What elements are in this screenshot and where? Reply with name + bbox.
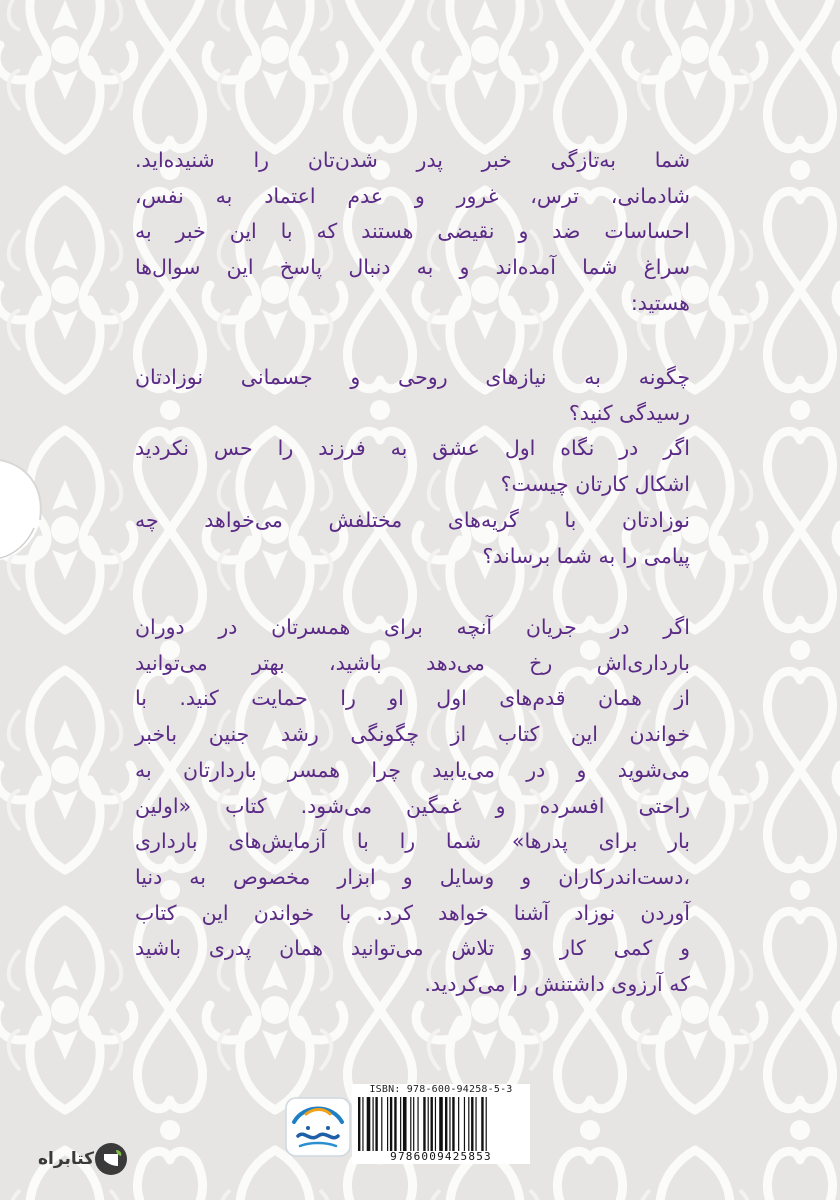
barcode-bars xyxy=(356,1097,526,1151)
barcode-bar xyxy=(375,1097,377,1151)
barcode-bar xyxy=(413,1097,414,1151)
isbn-digits: 9786009425853 xyxy=(390,1150,492,1163)
barcode-bar xyxy=(367,1097,371,1151)
text-line: بار برای پدرها» شما را با آزمایش‌های بارداری xyxy=(135,829,690,854)
barcode-bar xyxy=(381,1097,382,1151)
barcode-bar xyxy=(458,1097,459,1151)
barcode-bar xyxy=(445,1097,447,1151)
ketabrah-label: کتابراه xyxy=(38,1149,95,1169)
intro-paragraph xyxy=(135,143,690,322)
barcode-bar xyxy=(431,1097,433,1151)
barcode-bar xyxy=(439,1097,443,1151)
text-line: اگر در نگاه اول عشق به فرزند را حس نکردید xyxy=(135,436,690,461)
text-line: خواندن این کتاب از چگونگی رشد جنین باخبر xyxy=(135,722,690,747)
barcode-bar xyxy=(387,1097,388,1151)
barcode-bar xyxy=(481,1097,483,1151)
text-line: پیامی را به شما برساند؟ xyxy=(482,543,690,568)
text-line: که آرزوی داشتنش را می‌کردید. xyxy=(424,972,690,997)
barcode-bar xyxy=(417,1097,418,1151)
questions-paragraph xyxy=(135,360,690,574)
ketabrah-brand xyxy=(38,1142,132,1176)
text-line: بارداری‌اش رخ می‌دهد باشید، بهتر می‌توانید xyxy=(135,650,690,675)
barcode-bar xyxy=(428,1097,429,1151)
ketabrah-icon xyxy=(94,1142,128,1176)
text-line: ،دست‌اندرکاران و وسایل و ابزار مخصوص به دنیا xyxy=(135,864,690,889)
barcode-bar xyxy=(373,1097,374,1151)
barcode-bar xyxy=(410,1097,411,1151)
barcode-bar xyxy=(400,1097,401,1151)
description-paragraph xyxy=(135,610,690,1003)
barcode-bar xyxy=(394,1097,396,1151)
barcode-bar xyxy=(475,1097,476,1151)
barcode-bar xyxy=(423,1097,425,1151)
barcode-bar xyxy=(358,1097,360,1151)
text-line: چگونه به نیازهای روحی و جسمانی نوزادتان xyxy=(135,365,690,389)
barcode-bar xyxy=(471,1097,473,1151)
text-line: سراغ شما آمده‌اند و به دنبال پاسخ این سوال‌ها xyxy=(135,255,690,280)
text-line: رسیدگی کنید؟ xyxy=(568,400,690,425)
barcode-bar xyxy=(449,1097,450,1151)
barcode-bar xyxy=(452,1097,454,1151)
isbn-label: ISBN: 978-600-94258-5-3 xyxy=(369,1084,513,1095)
text-line: هستید: xyxy=(630,290,690,315)
text-line: شما به‌تازگی خبر پدر شدن‌تان را شنیده‌اید. xyxy=(135,148,690,172)
barcode-bar xyxy=(486,1097,487,1151)
text-line: نوزادتان با گریه‌های مختلفش می‌خواهد چه xyxy=(135,507,690,532)
text-line: احساسات ضد و نقیضی هستند که با این خبر به xyxy=(135,219,690,244)
publisher-logo xyxy=(284,1096,352,1158)
text-line: شادمانی، ترس، غرور و عدم اعتماد به نفس، xyxy=(135,183,690,208)
decorative-flap xyxy=(0,430,60,580)
text-line: می‌شوید و در می‌یابید چرا همسر باردارتان به xyxy=(135,757,690,782)
text-line: و کمی کار و تلاش می‌توانید همان پدری باشید xyxy=(135,936,690,961)
barcode-bar xyxy=(362,1097,363,1151)
text-line: اگر در جریان آنچه برای همسرتان در دوران xyxy=(135,615,690,639)
barcode-bar xyxy=(390,1097,392,1151)
barcode-bar xyxy=(403,1097,407,1151)
isbn-barcode xyxy=(352,1084,530,1164)
text-line: آوردن نوزاد آشنا خواهد کرد. با خواندن این کتاب xyxy=(135,900,690,925)
text-line: راحتی افسرده و غمگین می‌شود. کتاب «اولین xyxy=(135,793,690,818)
text-line: اشکال کارتان چیست؟ xyxy=(500,472,690,497)
barcode-bar xyxy=(464,1097,465,1151)
text-line: از همان قدم‌های اول او را حمایت کنید. با xyxy=(135,686,690,711)
barcode-bar xyxy=(435,1097,436,1151)
barcode-bar xyxy=(468,1097,469,1151)
